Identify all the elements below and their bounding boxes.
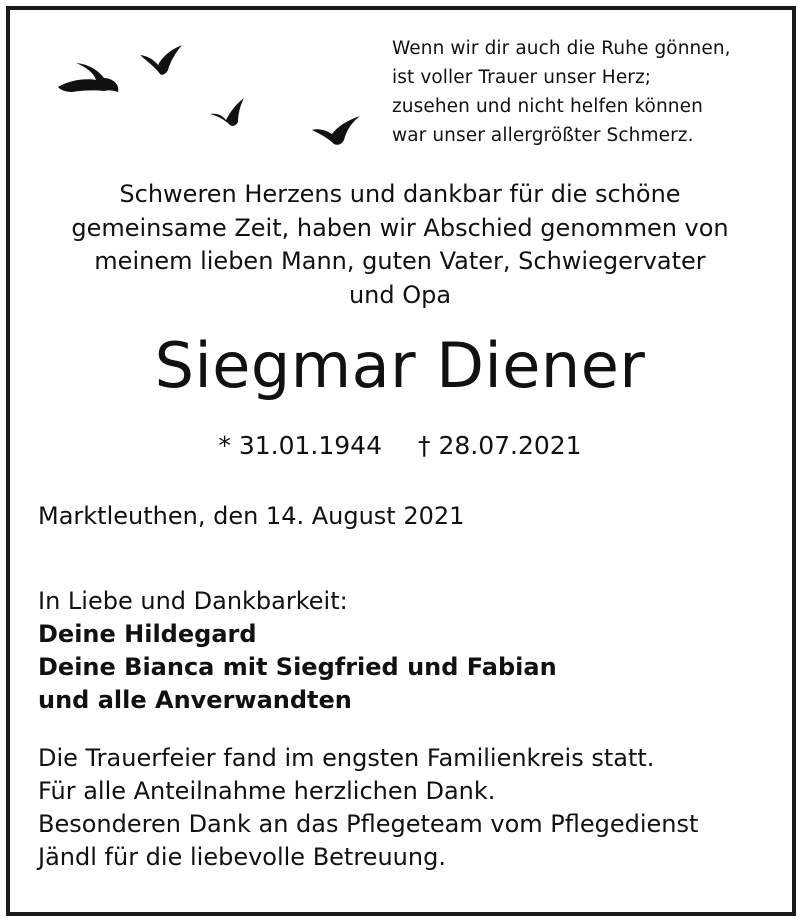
bird-1 <box>58 63 118 92</box>
place-and-date: Marktleuthen, den 14. August 2021 <box>38 502 465 530</box>
mourners-block <box>38 585 557 717</box>
flying-birds-icon <box>50 40 370 160</box>
intro-line: und Opa <box>348 280 452 309</box>
closing-line: Für alle Anteilnahme herzlichen Dank. <box>38 777 496 805</box>
bird-3 <box>210 98 244 126</box>
mourner-line: Deine Hildegard <box>38 620 257 648</box>
birth-date: * 31.01.1944 <box>218 431 382 460</box>
bird-4 <box>312 116 360 145</box>
death-date: † 28.07.2021 <box>418 431 582 460</box>
closing-text <box>38 742 698 874</box>
mourners-heading: In Liebe und Dankbarkeit: <box>38 587 348 615</box>
closing-line: Besonderen Dank an das Pflegeteam vom Pflegedienst <box>38 810 699 838</box>
poem-line: ist voller Trauer unser Herz; <box>392 67 652 88</box>
poem-line: zusehen und nicht helfen können <box>392 96 703 117</box>
intro-line: meinem lieben Mann, guten Vater, Schwiegervater <box>94 247 706 275</box>
deceased-name: Siegmar Diener <box>154 329 646 402</box>
poem <box>392 34 782 150</box>
life-dates <box>0 426 800 466</box>
intro-text <box>20 178 780 312</box>
mourner-line: und alle Anverwandten <box>38 686 352 714</box>
intro-line: gemeinsame Zeit, haben wir Abschied genommen von <box>71 213 729 242</box>
bird-2 <box>140 45 182 75</box>
closing-line: Jändl für die liebevolle Betreuung. <box>38 843 446 871</box>
closing-line: Die Trauerfeier fand im engsten Familienkreis statt. <box>38 744 655 772</box>
intro-line: Schweren Herzens und dankbar für die schöne <box>119 180 681 208</box>
poem-line: war unser allergrößter Schmerz. <box>392 125 694 146</box>
mourner-line: Deine Bianca mit Siegfried und Fabian <box>38 653 557 681</box>
poem-line: Wenn wir dir auch die Ruhe gönnen, <box>392 38 731 59</box>
